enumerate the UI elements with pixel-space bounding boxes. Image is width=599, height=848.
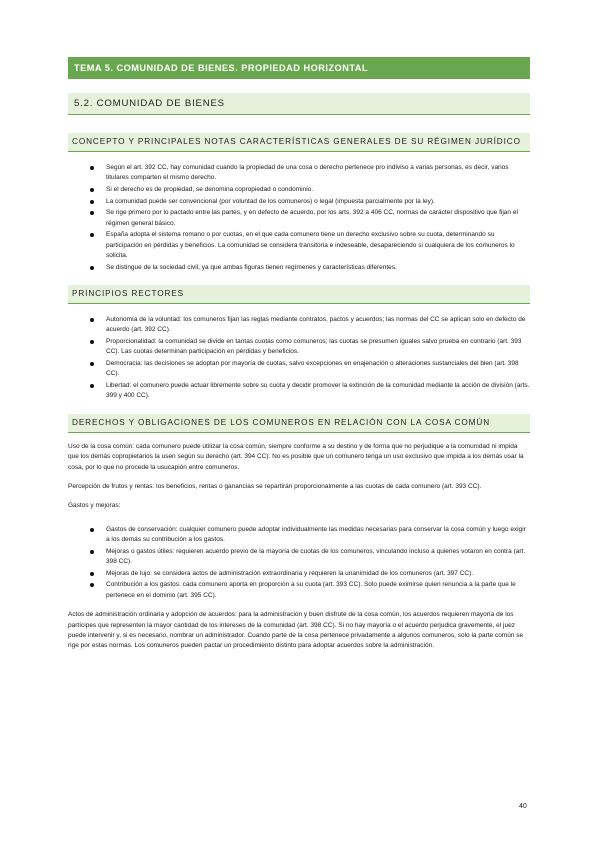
section-heading-derechos: DERECHOS Y OBLIGACIONES DE LOS COMUNEROS EN RELACIÓN CON LA COSA COMÚN bbox=[68, 414, 530, 433]
section-heading-principios: PRINCIPIOS RECTORES bbox=[68, 285, 530, 304]
section-heading-concepto: CONCEPTO Y PRINCIPALES NOTAS CARACTERÍSTICAS GENERALES DE SU RÉGIMEN JURÍDICO bbox=[68, 133, 530, 152]
page-content bbox=[68, 57, 530, 652]
principios-bullet-list bbox=[68, 315, 530, 402]
gastos-bullet-list bbox=[68, 525, 530, 601]
list-item: La comunidad puede ser convencional (por voluntad de los comuneros) o legal (impuesta parcialmente por la ley). bbox=[68, 197, 530, 207]
bullet-icon bbox=[90, 200, 94, 204]
list-item: Si el derecho es de propiedad, se denomina copropiedad o condominio. bbox=[68, 185, 530, 195]
subtema-heading: 5.2. COMUNIDAD DE BIENES bbox=[68, 93, 530, 115]
bullet-icon bbox=[90, 528, 94, 532]
paragraph-percepcion: Percepción de frutos y rentas: los beneficios, rentas o ganancias se repartirán proporcionalmente a las cuotas de cada comunero (art. 393 CC). bbox=[68, 483, 482, 491]
paragraph-actos: Actos de administración ordinaria y adopción de acuerdos: para la administración y buen disfrute de la cosa común, los acuerdos requieren mayoría de los partícipes que representen la mayor cantidad de los intereses de la comunidad (art. 398 CC). Si no hay mayoría o el acuerdo perjudica gravemente, el juez puede intervenir y, si es necesario, nombrar un administrador. Cuando parte de la cosa pertenece privadamente a algunos comuneros, solo la parte común se rige por estas normas. Los comuneros pueden pactar un procedimiento distinto para adoptar acuerdos sobre la administración. bbox=[68, 611, 524, 650]
bullet-icon bbox=[90, 550, 94, 554]
tema-heading: TEMA 5. COMUNIDAD DE BIENES. PROPIEDAD HORIZONTAL bbox=[68, 57, 530, 79]
page-number: 40 bbox=[519, 803, 527, 810]
list-item: Mejoras o gastos útiles: requieren acuerdo previo de la mayoría de cuotas de los comuneros, vinculando incluso a quienes votaron en contra (art. 398 CC). bbox=[68, 547, 530, 568]
list-item: Se rige primero por lo pactado entre las partes, y en defecto de acuerdo, por los arts. 392 a 406 CC, normas de carácter dispositivo que fijan el régimen general básico. bbox=[68, 208, 530, 229]
bullet-icon bbox=[90, 211, 94, 215]
bullet-icon bbox=[90, 166, 94, 170]
list-item: Según el art. 392 CC, hay comunidad cuando la propiedad de una cosa o derecho pertenece pro indiviso a varias personas, es decir, varios titulares comparten el mismo derecho. bbox=[68, 163, 530, 184]
bullet-icon bbox=[90, 340, 94, 344]
bullet-icon bbox=[90, 362, 94, 366]
bullet-icon bbox=[90, 384, 94, 388]
paragraph-gastos-label: Gastos y mejoras: bbox=[68, 502, 121, 510]
bullet-icon bbox=[90, 318, 94, 322]
list-item: Proporcionalidad: la comunidad se divide en tantas cuotas como comuneros; las cuotas se presumen iguales salvo prueba en contrario (art. 393 CC). Las cuotas determinan participación en pérdidas y beneficios. bbox=[68, 337, 530, 358]
bullet-icon bbox=[90, 233, 94, 237]
list-item: Mejoras de lujo: se considera actos de administración extraordinaria y requieren la unanimidad de los comuneros (art. 397 CC). bbox=[68, 569, 530, 579]
list-item: Contribución a los gastos: cada comunero aporta en proporción a su cuota (art. 393 CC). Solo puede eximirse quien renuncia a la parte que le pertenece en el dominio (art. 395 CC). bbox=[68, 580, 530, 601]
bullet-icon bbox=[90, 266, 94, 270]
list-item: Democracia: las decisiones se adoptan por mayoría de cuotas, salvo excepciones en enajenación o alteraciones sustanciales del bien (art. 398 CC). bbox=[68, 359, 530, 380]
bullet-icon bbox=[90, 572, 94, 576]
list-item: Libertad: el comunero puede actuar libremente sobre su cuota y decidir promover la extinción de la comunidad mediante la acción de división (arts. 399 y 400 CC). bbox=[68, 381, 530, 402]
paragraph-uso: Uso de la cosa común: cada comunero puede utilizar la cosa común, siempre conforme a su destino y de forma que no perjudique a la comunidad ni impida que los demás copropietarios la usen según su derecho (art. 394 CC). No es posible que un comunero tenga un uso exclusivo que impida a los demás usar la cosa, por lo que no procede la usucapión entre comuneros. bbox=[68, 442, 524, 471]
concepto-bullet-list bbox=[68, 163, 530, 273]
bullet-icon bbox=[90, 188, 94, 192]
list-item: España adopta el sistema romano o por cuotas, en el que cada comunero tiene un derecho exclusivo sobre su cuota, determinando su participación en pérdidas y beneficios. La comunidad se considera transitoria e indeseable, desapareciendo si cualquiera de los comuneros lo solicita. bbox=[68, 230, 530, 261]
list-item: Gastos de conservación: cualquier comunero puede adoptar individualmente las medidas necesarias para conservar la cosa común y luego exigir a los demás su contribución a los gastos. bbox=[68, 525, 530, 546]
list-item: Se distingue de la sociedad civil, ya que ambas figuras tienen regímenes y características diferentes. bbox=[68, 263, 530, 273]
bullet-icon bbox=[90, 583, 94, 587]
list-item: Autonomía de la voluntad: los comuneros fijan las reglas mediante contratos, pactos y acuerdos; las normas del CC se aplican solo en defecto de acuerdo (art. 392 CC). bbox=[68, 315, 530, 336]
